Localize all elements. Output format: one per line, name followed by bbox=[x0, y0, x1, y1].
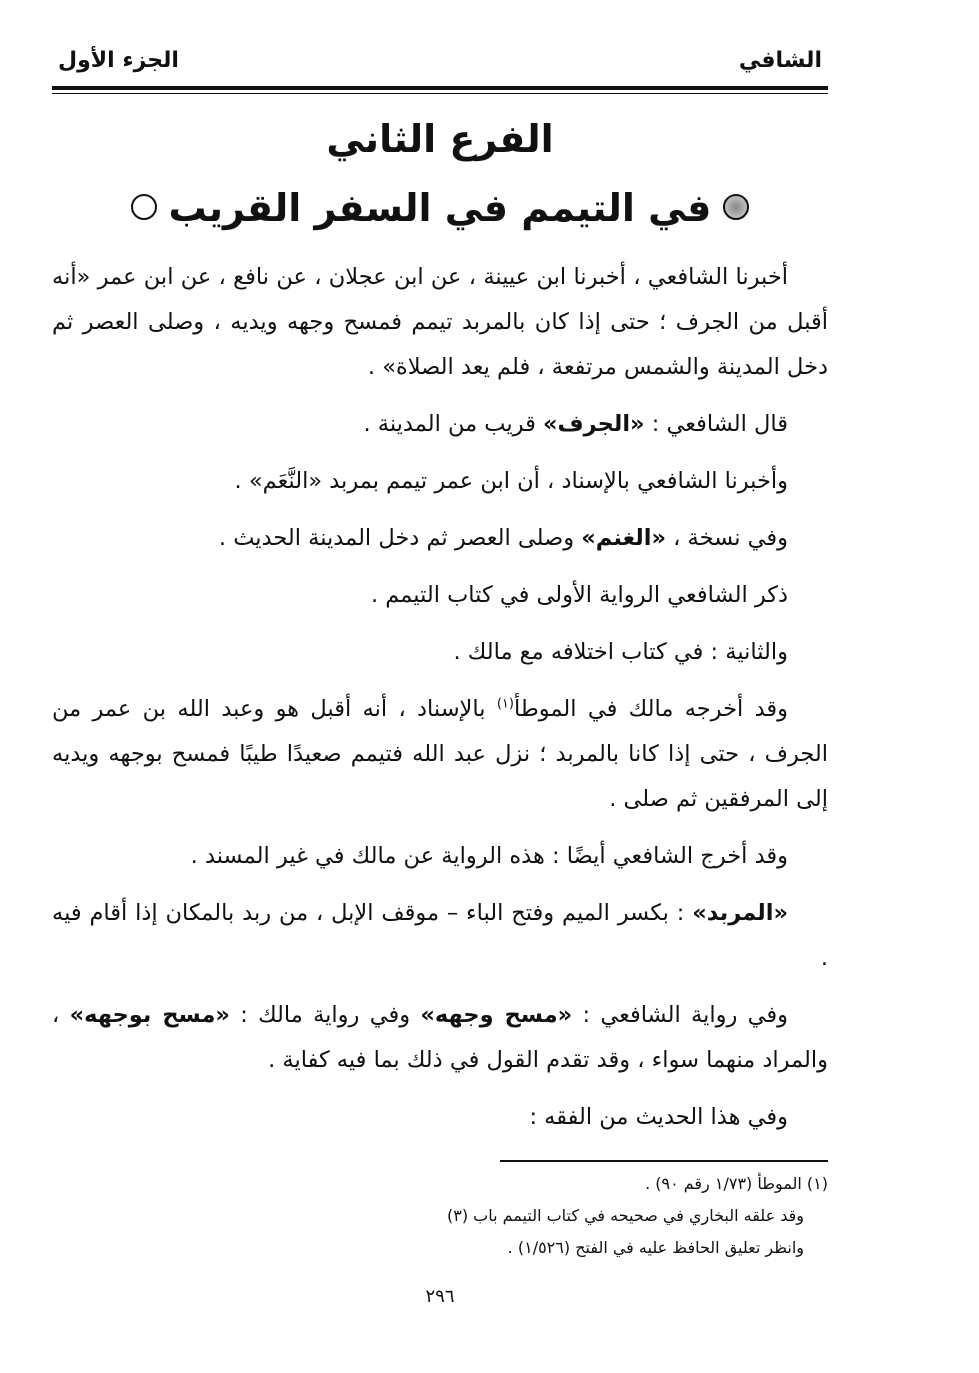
term-jurf: «الجرف» bbox=[543, 411, 645, 437]
paragraph-7: وقد أخرجه مالك في الموطأ$^{(١)}$ بالإسناد ، أنه أقبل هو وعبد الله بن عمر من الجرف ، حتى إذا كانا بالمربد ؛ نزل عبد الله فتيمم صعيدًا طيبًا فمسح بوجهه ويديه إلى المرفقين ثم صلى . bbox=[52, 696, 828, 812]
paragraph-2: قال الشافعي : «الجرف» قريب من المدينة . bbox=[363, 411, 788, 437]
paragraph-4: وفي نسخة ، «الغنم» وصلى العصر ثم دخل المدينة الحديث . bbox=[218, 525, 788, 551]
paragraph-1: أخبرنا الشافعي ، أخبرنا ابن عيينة ، عن ابن عجلان ، عن نافع ، عن ابن عمر «أنه أقبل من الجرف ؛ حتى إذا كان بالمربد تيمم فمسح وجهه ويديه ، وصلى العصر ثم دخل المدينة والشمس مرتفعة ، فلم يعد الصلاة» . bbox=[52, 264, 828, 380]
volume-label: الجزء الأول bbox=[58, 48, 179, 73]
main-text bbox=[52, 255, 828, 1152]
header-rule-thick bbox=[52, 86, 828, 90]
section-subtitle bbox=[52, 180, 828, 236]
book-title: الشافي bbox=[738, 48, 822, 73]
subtitle-text: في التيمم في السفر القريب bbox=[168, 186, 712, 230]
header-rule-thin bbox=[52, 93, 828, 94]
footnote-ref: (١) bbox=[496, 696, 514, 712]
paragraph-11: وفي هذا الحديث من الفقه : bbox=[529, 1104, 788, 1130]
term-ghanam: «الغنم» bbox=[581, 525, 666, 551]
paragraph-8: وقد أخرج الشافعي أيضًا : هذه الرواية عن مالك في غير المسند . bbox=[190, 843, 788, 869]
paragraph-9: «المربد» : بكسر الميم وفتح الباء – موقف الإبل ، من ربد بالمكان إذا أقام فيه . bbox=[52, 900, 828, 971]
ornament-circle-icon bbox=[131, 194, 157, 220]
term-masah-biwajhihi: «مسح بوجهه» bbox=[69, 1002, 230, 1028]
paragraph-6: والثانية : في كتاب اختلافه مع مالك . bbox=[453, 639, 788, 665]
paragraph-5: ذكر الشافعي الرواية الأولى في كتاب التيمم . bbox=[371, 582, 788, 608]
term-masah-wajhahu: «مسح وجهه» bbox=[420, 1002, 573, 1028]
ornament-circle-filled-icon bbox=[723, 194, 749, 220]
running-header bbox=[52, 40, 828, 96]
footnote-1-line-3: وانظر تعليق الحافظ عليه في الفتح (١/٥٢٦) . bbox=[507, 1238, 804, 1257]
section-title: الفرع الثاني bbox=[326, 117, 554, 161]
page-number: ٢٩٦ bbox=[425, 1286, 455, 1307]
footnote-1-line-2: وقد علقه البخاري في صحيحه في كتاب التيمم باب (٣) bbox=[446, 1206, 804, 1225]
footnote-1: (١) الموطأ (١/٧٣ رقم ٩٠) . bbox=[645, 1174, 828, 1193]
paragraph-10: وفي رواية الشافعي : «مسح وجهه» وفي رواية مالك : «مسح بوجهه» ، والمراد منهما سواء ، وقد تقدم القول في ذلك بما فيه كفاية . bbox=[52, 1002, 828, 1073]
term-mirbad: «المربد» bbox=[692, 900, 788, 926]
paragraph-3: وأخبرنا الشافعي بالإسناد ، أن ابن عمر تيمم بمربد «النَّعَم» . bbox=[234, 468, 788, 494]
footnote-separator bbox=[500, 1160, 828, 1162]
footnotes bbox=[52, 1168, 828, 1264]
